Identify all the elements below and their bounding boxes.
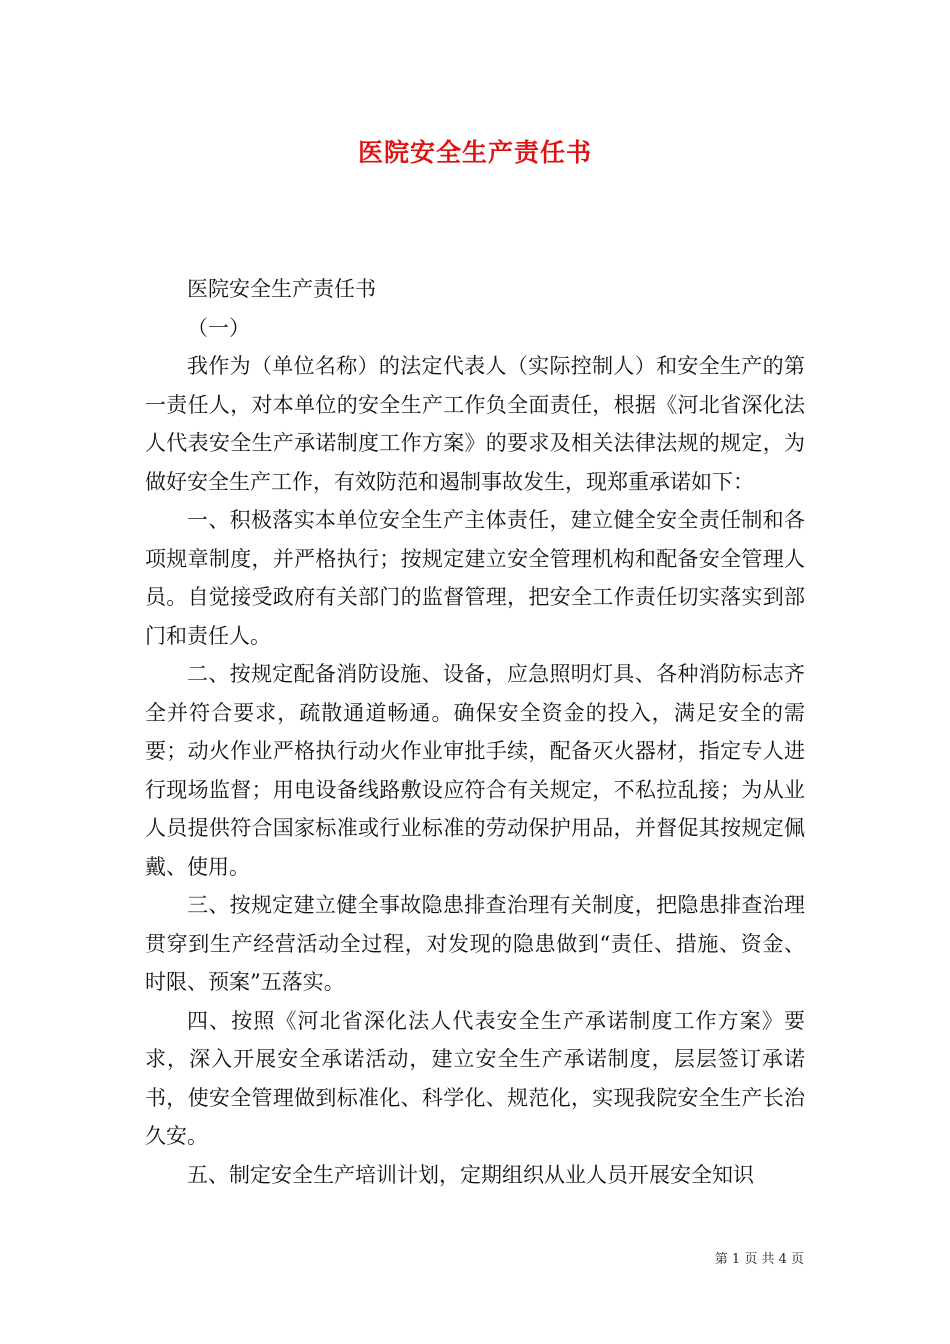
document-body [145, 270, 805, 1194]
page-number: 第 1 页 共 4 页 [714, 1252, 804, 1267]
paragraph-item-2: 二、按规定配备消防设施、设备，应急照明灯具、各种消防标志齐全并符合要求，疏散通道畅通。确保安全资金的投入，满足安全的需要；动火作业严格执行动火作业审批手续，配备灭火器材，指定专人进行现场监督；用电设备线路敷设应符合有关规定，不私拉乱接；为从业人员提供符合国家标准或行业标准的劳动保护用品，并督促其按规定佩戴、使用。 [145, 662, 805, 879]
paragraph-item-5: 五、制定安全生产培训计划，定期组织从业人员开展安全知识 [187, 1162, 754, 1187]
paragraph-intro: 我作为（单位名称）的法定代表人（实际控制人）和安全生产的第一责任人，对本单位的安全生产工作负全面责任，根据《河北省深化法人代表安全生产承诺制度工作方案》的要求及相关法律法规的规定，为做好安全生产工作，有效防范和遏制事故发生，现郑重承诺如下： [145, 354, 805, 494]
paragraph-item-3: 三、按规定建立健全事故隐患排查治理有关制度，把隐患排查治理贯穿到生产经营活动全过程，对发现的隐患做到“责任、措施、资金、时限、预案”五落实。 [145, 893, 805, 994]
paragraph-item-4: 四、按照《河北省深化法人代表安全生产承诺制度工作方案》要求，深入开展安全承诺活动，建立安全生产承诺制度，层层签订承诺书，使安全管理做到标准化、科学化、规范化，实现我院安全生产长治久安。 [145, 1008, 805, 1148]
paragraph-item-1: 一、积极落实本单位安全生产主体责任，建立健全安全责任制和各项规章制度，并严格执行；按规定建立安全管理机构和配备安全管理人员。自觉接受政府有关部门的监督管理，把安全工作责任切实落实到部门和责任人。 [145, 508, 805, 648]
section-marker: （一） [187, 315, 250, 340]
document-title: 医院安全生产责任书 [357, 138, 592, 167]
document-subtitle: 医院安全生产责任书 [187, 277, 376, 301]
